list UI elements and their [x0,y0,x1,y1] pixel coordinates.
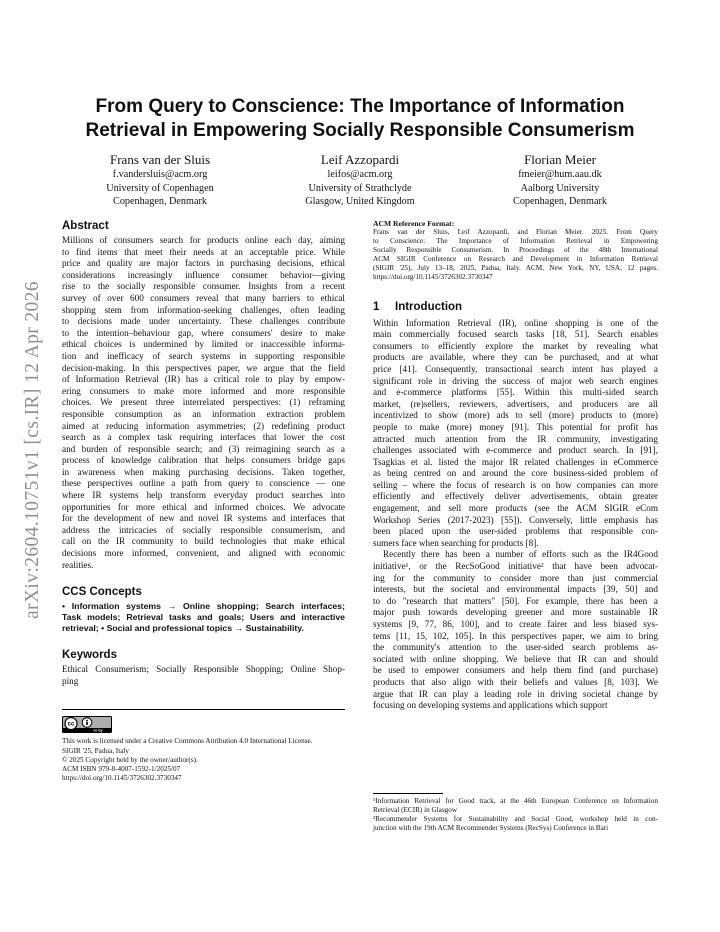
abstract-body-line: process of knowledge calibration that helps consumers bridge gaps [62,455,345,466]
author-affiliation: University of Strathclyde [308,182,412,194]
abstract-body-line: of Information Retrieval (IR) has a critical role to play by empow- [62,374,345,385]
introduction-paragraph-1 [373,318,658,550]
paper-title [60,95,660,143]
author-1 [60,151,260,209]
abstract-heading: Abstract [62,220,109,232]
license-body-line: SIGIR '25, Padua, Italy [62,746,129,755]
author-email: fmeier@hum.aau.dk [518,169,602,180]
intro-p2-line: Recently there has been a number of efforts such as the IR4Good [383,549,658,560]
intro-p2-line: to do "research that matters" [50]. For example, there has been a [373,595,658,606]
abstract-body-line: realities. [62,559,94,570]
license-body-line: This work is licensed under a Creative Commons Attribution 4.0 International License. [62,737,313,746]
abstract-body-line: to find items that meet their needs at an acceptable price. While [62,246,345,257]
intro-p1-line: Workshop Series (2017-2023) [55]). Conversely, little emphasis has [373,514,658,525]
intro-p2-line: argue that IR can play a leading role in driving societal change by [373,688,658,699]
keywords-heading: Keywords [62,649,117,662]
footnote-body-line: ¹Information Retrieval for Good track, at the 46th European Conference on Information [373,797,658,805]
author-name: Leif Azzopardi [320,152,400,167]
license-block [62,709,345,782]
intro-p1-line: market, (re)sellers, reviewers, advertisers, and producers are all [373,398,658,409]
footnote-body-line: junction with the 19th ACM Recommender Systems (RecSys) Conference in Bari [373,824,609,833]
abstract-body-line: considerations increasingly influence consumer behavior—giving [62,269,345,280]
abstract-body-line: decision-making. In this perspectives paper, we argue that the field [62,362,345,373]
author-2 [260,151,460,209]
keywords-body [62,664,345,687]
intro-p2-line: focusing on developing systems and applications which support [373,700,608,711]
author-location: Glasgow, United Kingdom [305,196,415,208]
intro-p1-line: price [41]. Consequently, transactional search intent has played a [373,363,658,374]
abstract-body-line: where IR systems help transform everyday product searches into [62,490,345,501]
intro-p1-line: engagement, and sell more products (see the ACM SIGIR eCom [373,503,658,514]
keywords-body-line: ping [62,675,79,686]
arxiv-watermark [8,235,58,665]
abstract-body-line: rise to the socially responsible consumer. Insights from a recent [62,281,345,292]
footnote-text [373,797,658,833]
abstract-body-line: these perspectives outline a path from query to conscience — one [62,478,345,489]
title-line-1: From Query to Conscience: The Importance of Information [95,96,625,117]
introduction-heading [373,300,658,314]
intro-p1-line: been placed upon the user-sided problems that responsible con- [373,526,658,537]
intro-p1-line: main commercially focused search tasks [18, 51]. Search enables [373,329,658,340]
left-column [62,219,345,783]
abstract-body-line: price and quality are major factors in purchasing decisions, ethical [62,258,345,269]
footnotes [373,793,658,833]
acm-body-line: ACM SIGIR Conference on Research and Development in Information Retrieval [373,255,658,264]
cc-by-license-icon [62,716,112,733]
intro-p2-line: ing for the community to consider more than just commercial [373,572,658,583]
arxiv-id: arXiv:2604.10751v1 [cs.IR] 12 Apr 2026 [22,281,43,619]
abstract-body-line: to decisions made under uncertainty. These challenges contribute [62,316,345,327]
introduction-paragraph-2 [373,549,658,711]
footnote-rule [373,793,443,794]
ccs-heading: CCS Concepts [62,586,142,599]
intro-p2-line: the community's attention to the user-sided search problems as- [373,642,658,653]
intro-p1-line: significant role in driving the success of major web search engines [373,375,658,386]
intro-p1-line: Within Information Retrieval (IR), online shopping is one of the [373,317,658,328]
license-body-line: https://doi.org/10.1145/3726302.3730347 [62,773,182,782]
abstract-body-line: and burden of responsible search; and (3) reimagining search as a [62,443,345,454]
footnote-body-line: ²Recommender Systems for Sustainability and Social Good, workshop held in con- [373,815,658,824]
intro-p1-line: selling – where the focus of research is on how companies can more [373,479,658,490]
author-name: Florian Meier [524,152,596,167]
section-title: Introduction [395,300,463,313]
intro-p2-line: sociated with online shopping. We believe that IR can and should [373,653,658,664]
ccs-concepts [62,601,345,634]
abstract-body-line: choices. We present three interrelated perspectives: (1) reframing [62,397,345,408]
ccs-body-line: Task models; Retrieval tasks and goals; Users and interactive [62,612,345,623]
abstract-body-line: responsible consumption as an information extraction problem [62,408,345,419]
author-email: leifos@acm.org [327,169,393,180]
abstract-body [62,235,345,571]
abstract-body-line: ethical choices is undermined by limited or inaccessible informa- [62,339,345,350]
acm-body-line: to Conscience: The Importance of Information Retrieval in Empowering [373,237,658,246]
abstract-body-line: address the intricacies of socially responsible consumerism, and [62,524,345,535]
intro-p1-line: challenges associated with e-commerce and product search. In [91], [373,445,658,456]
intro-p1-line: consumers to efficiently explore the market by revealing what [373,340,658,351]
intro-p1-line: products are available, where they can be purchased, and at what [373,352,658,363]
intro-p2-line: major push towards developing greener and more sustainable IR [373,607,658,618]
abstract-body-line: aimed at reducing information asymmetries; (2) redefining product [62,420,345,431]
title-line-2: Retrieval in Empowering Socially Responsible Consumerism [85,120,635,141]
author-affiliation: University of Copenhagen [106,182,214,194]
author-email: f.vandersluis@acm.org [112,169,208,180]
intro-p1-line: attracted much attention from the IR community, investigating [373,433,658,444]
abstract-body-line: opportunities for more ethical and informed choices. We advocate [62,501,345,512]
section-number: 1 [373,300,380,313]
acm-reference-heading: ACM Reference Format: [373,219,455,228]
intro-p1-line: and e-commerce platforms [55]. Within this multi-sided search [373,387,658,398]
intro-p2-line: tems [11, 15, 102, 105]. In this perspectives paper, we aim to bring [373,630,658,641]
acm-reference-text [373,228,658,283]
abstract-body-line: Millions of consumers search for products online each day, aiming [62,235,345,245]
intro-p1-line: Tsagkias et al. listed the major IR related challenges in eCommerce [373,456,658,467]
intro-p2-line: interests, but the societal and environmental impacts [39, 50] and [373,584,658,595]
abstract-body-line: survey of over 600 consumers reveal that many barriers to ethical [62,292,345,303]
ccs-body-line: • Information systems → Online shopping; Search interfaces; [62,601,345,612]
acm-body-line: https://doi.org/10.1145/3726302.3730347 [373,273,493,282]
intro-p1-line: people to make (more) money [91]. This potential for profit has [373,421,658,432]
author-location: Copenhagen, Denmark [113,196,207,208]
abstract-body-line: search as a complex task requiring interfaces that lower the cost [62,432,345,443]
intro-p1-line: as being centred on and around the core business-sided problem of [373,468,658,479]
acm-body-line: Frans van der Sluis, Leif Azzopardi, and Florian Meier. 2025. From Query [373,228,658,236]
abstract-body-line: ering consumers to make more informed and more responsible [62,385,345,396]
abstract-body-line: decisions more informed, convenient, and aligned with economic [62,548,345,559]
author-3 [460,151,660,209]
intro-p1-line: incentivized to show (more) ads to sell (more) products to (more) [373,410,658,421]
svg-text:cc: cc [67,722,75,729]
right-column [373,219,658,712]
intro-p1-line: sumers face when searching for products [8]. [373,537,539,548]
cc-badge-label: cc by [93,729,103,734]
footnote-body-line: Retrieval (ECIR) in Glasgow [373,806,458,815]
keywords-body-line: Ethical Consumerism; Socially Responsible Shopping; Online Shop- [62,664,345,675]
license-body-line: ACM ISBN 979-8-4007-1592-1/2025/07 [62,764,181,773]
abstract-body-line: shopping stem from information-seeking challenges, often leading [62,304,345,315]
intro-p2-line: products that also align with their beliefs and values [8, 103]. We [373,676,658,687]
ccs-body-line: retrieval; • Social and professional topics → Sustainability. [62,623,304,634]
intro-p1-line: efficiently and effectively deliver advertisements, obtain greater [373,491,658,502]
abstract-body-line: for the development of new and novel IR systems and interfaces that [62,513,345,524]
intro-p2-line: systems [9, 77, 86, 100], and to create fairer and less biased sys- [373,619,658,629]
intro-p2-line: be used to empower consumers and help them find (and purchase) [373,665,658,676]
abstract-body-line: call on the IR community to build technologies that make ethical [62,536,345,547]
acm-body-line: Socially Responsible Consumerism. In Proceedings of the 48th International [373,246,658,255]
abstract-body-line: to the intention–behaviour gap, where consumers' desire to make [62,327,345,338]
license-text [62,737,345,782]
abstract-body-line: tion and inefficacy of search systems in supporting responsible [62,350,345,361]
license-body-line: © 2025 Copyright held by the owner/author(s). [62,755,198,764]
author-block [60,151,660,211]
author-location: Copenhagen, Denmark [513,196,607,208]
intro-p2-line: initiative¹, or the RecSoGood initiative² that have been advocat- [373,561,658,572]
acm-body-line: (SIGIR '25), July 13–18, 2025, Padua, Italy. ACM, New York, NY, USA, 12 pages. [373,264,658,273]
abstract-body-line: in awareness when making purchasing decisions. Taken together, [62,466,345,477]
author-name: Frans van der Sluis [109,152,211,167]
author-affiliation: Aalborg University [520,182,600,194]
